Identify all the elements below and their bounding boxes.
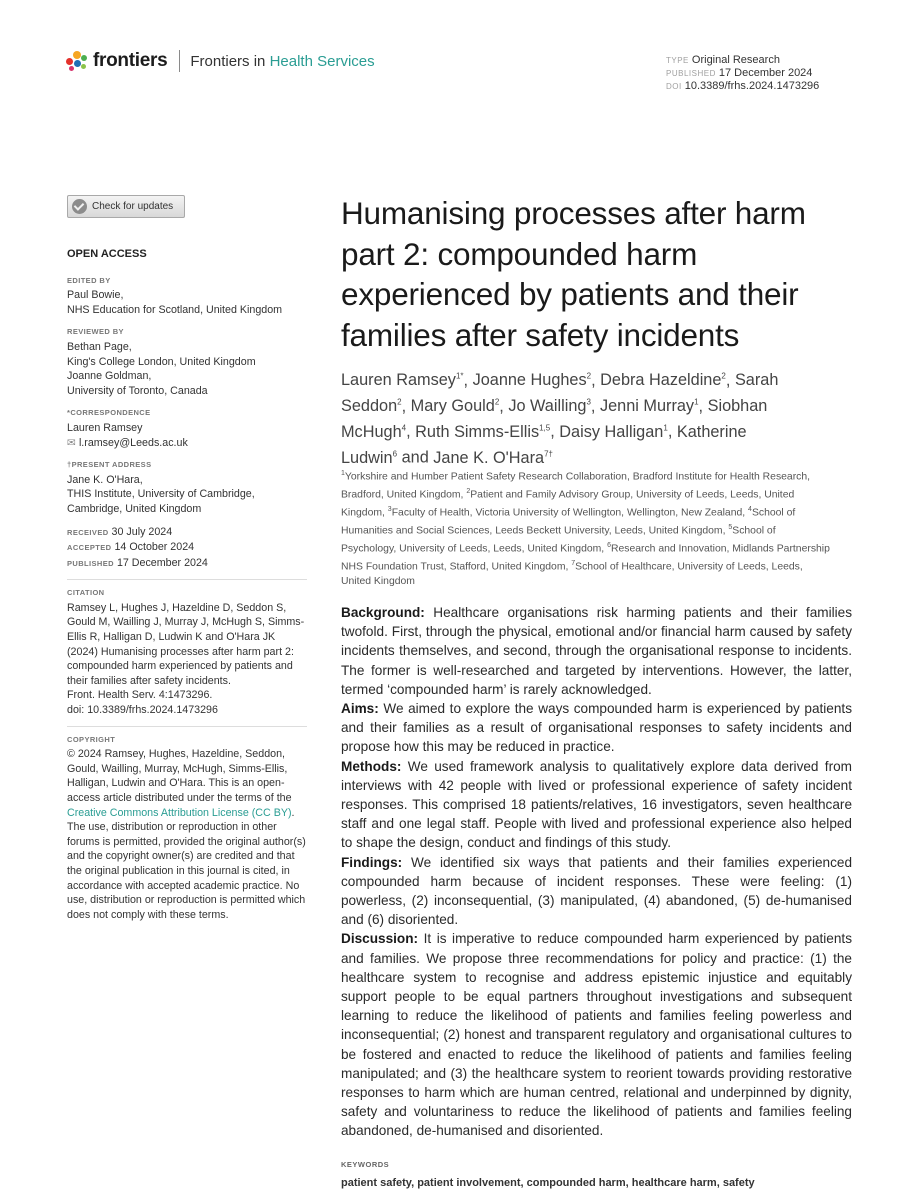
type-key: TYPE	[666, 56, 689, 65]
article-title: Humanising processes after harm part 2: compounded harm experienced by patients and their families after safety incidents	[341, 195, 806, 353]
author-affiliation-mark: 1,5	[539, 423, 551, 433]
author-affiliation-mark: 7†	[544, 449, 553, 459]
copyright-text-after: . The use, distribution or reproduction in other forums is permitted, provided the original author(s) and the copyright owner(s) are credited and that the original publication in this journal is cited, in accordance with accepted academic practice. No use, distribution or reproduction is permitted which does not comply with these terms.	[67, 806, 306, 921]
abstract-discussion	[341, 929, 852, 1140]
affiliation-text: School of Healthcare, University of Leeds, Leeds, United Kingdom	[341, 561, 803, 588]
author-affiliation-mark: 3	[586, 397, 591, 407]
author-name[interactable]: Jenni Murray$^1$	[599, 397, 699, 416]
address-line: THIS Institute, University of Cambridge,	[67, 488, 255, 501]
frontiers-logo[interactable]	[66, 50, 375, 72]
abstract-background	[341, 603, 852, 699]
abstract	[341, 603, 852, 1141]
accepted-date: 14 October 2024	[114, 541, 195, 554]
affiliation-number: 2	[466, 488, 471, 496]
published-key: PUBLISHED	[666, 69, 716, 78]
brand-name: frontiers	[93, 50, 168, 71]
sidebar	[67, 247, 307, 930]
keywords: patient safety, patient involvement, compounded harm, healthcare harm, safety	[341, 1177, 755, 1189]
author-name[interactable]: Daisy Halligan$^1$	[559, 422, 668, 441]
article-meta	[666, 54, 819, 93]
present-address-heading: †PRESENT ADDRESS	[67, 460, 152, 470]
correspondence-section	[67, 406, 307, 450]
edited-by-heading: EDITED BY	[67, 275, 111, 285]
copyright-text-before: © 2024 Ramsey, Hughes, Hazeldine, Seddon, Gould, Wailling, Murray, McHugh, Simms-Ellis, Halligan, Ludwin and O'Hara. This is an open-access article distributed under the terms of the	[67, 748, 292, 804]
methods-label: Methods:	[341, 758, 402, 774]
background-text: Healthcare organisations risk harming patients and their families twofold. First, through the physical, emotional and/or financial harm caused by safety incidents themselves, and second, through the organisational response to incidents. The former is well-researched and targeted by interventions. However, the latter, termed ‘compounded harm’ is rarely acknowledged.	[341, 605, 852, 697]
affiliation-text: Yorkshire and Humber Patient Safety Research Collaboration, Bradford Institute for Health Research, Bradford, United Kingdom,	[341, 471, 811, 501]
author-affiliation-mark: 1	[694, 397, 699, 407]
correspondence-email-row[interactable]	[67, 436, 307, 451]
findings-label: Findings:	[341, 854, 403, 870]
discussion-label: Discussion:	[341, 931, 419, 947]
author-name[interactable]: Jo Wailling$^3$	[508, 397, 591, 416]
aims-text: We aimed to explore the ways compounded harm is experienced by patients and their families as a result of organisational responses to safety incidents and propose how this may be reduced in practice.	[341, 701, 852, 755]
reviewer-line: Joanne Goldman,	[67, 370, 152, 383]
check-for-updates-label: Check for updates	[92, 201, 174, 212]
citation-journal: Front. Health Serv. 4:1473296.	[67, 689, 213, 702]
author-affiliation-mark: 2	[586, 372, 592, 381]
author-affiliation-mark: 2	[397, 397, 402, 407]
author-affiliation-mark: 1*	[455, 372, 464, 381]
author-name[interactable]: Siobhan McHugh$^4$	[341, 397, 768, 441]
received-date: 30 July 2024	[111, 525, 173, 538]
published-date: 17 December 2024	[116, 556, 208, 569]
citation-doi[interactable]: doi: 10.3389/frhs.2024.1473296	[67, 704, 218, 717]
copyright-text	[67, 747, 307, 922]
keywords-heading: KEYWORDS	[341, 1160, 390, 1169]
author-affiliation-mark: 1	[663, 423, 668, 433]
affiliation-text: School of Psychology, University of Leeds, Leeds, United Kingdom,	[341, 525, 776, 555]
dates-section	[67, 525, 307, 572]
copyright-section	[67, 733, 307, 923]
author-affiliation-mark: 4	[401, 423, 407, 433]
reviewer-line: Bethan Page,	[67, 340, 132, 353]
affiliation-text: Faculty of Health, Victoria University of Wellington, Wellington, New Zealand,	[391, 507, 749, 519]
author-name[interactable]: Mary Gould$^2$	[410, 397, 500, 416]
published-value: 17 December 2024	[718, 67, 813, 79]
affiliations	[341, 467, 831, 590]
author-name[interactable]: Katherine Ludwin$^6$	[341, 422, 747, 467]
divider	[67, 579, 307, 580]
affiliation-number: 5	[728, 524, 733, 532]
address-line: Cambridge, United Kingdom	[67, 502, 202, 515]
background-label: Background:	[341, 605, 425, 620]
methods-text: We used framework analysis to qualitatively explore data derived from interviews with 42 people with lived or professional experience of safety incident responses. This comprised 18 patients/relatives, 16 investigators, seven healthcare staff and one legal staff. People with lived and professional experience also helped to shape the design, conduct and findings of this study.	[341, 758, 852, 851]
editor-line: NHS Education for Scotland, United Kingdom	[67, 303, 283, 316]
check-icon	[72, 199, 87, 214]
header-divider	[179, 50, 180, 72]
reviewer-line: University of Toronto, Canada	[67, 384, 208, 397]
journal-name[interactable]	[190, 53, 374, 70]
author-name[interactable]: Jane K. O'Hara$^{7\dagger}$	[433, 448, 553, 467]
accepted-key: ACCEPTED	[67, 543, 112, 553]
correspondence-heading: *CORRESPONDENCE	[67, 408, 151, 418]
author-name[interactable]: Joanne Hughes$^2$	[472, 371, 592, 390]
affiliation-text: Patient and Family Advisory Group, University of Leeds, Leeds, United Kingdom,	[341, 489, 795, 519]
abstract-findings	[341, 853, 852, 930]
doi-key: DOI	[666, 82, 682, 91]
affiliation-text: School of Humanities and Social Sciences, Leeds Beckett University, Leeds, United Kingdom,	[341, 507, 796, 537]
reviewed-by-section	[67, 325, 307, 398]
mail-icon: ✉	[67, 436, 79, 449]
author-name[interactable]: Sarah Seddon$^2$	[341, 371, 779, 416]
frontiers-logo-icon	[66, 50, 88, 72]
affiliation-number: 7	[571, 560, 576, 568]
divider	[67, 726, 307, 727]
affiliation-text: Research and Innovation, Midlands Partnership NHS Foundation Trust, Stafford, United Kingdom,	[341, 543, 830, 573]
doi-value[interactable]: 10.3389/frhs.2024.1473296	[684, 80, 820, 92]
author-list: Lauren Ramsey$^{1*}$, Joanne Hughes$^2$, Debra Hazeldine$^2$, Sarah Seddon$^2$, Mary Gould$^2$, Jo Wailling$^3$, Jenni Murray$^1$, Siobhan McHugh$^4$, Ruth Simms-Ellis$^{1,5}$, Daisy Halligan$^1$, Katherine Ludwin$^6$ and Jane K. O'Hara$^{7\dagger}$	[341, 371, 779, 467]
cc-by-license-link[interactable]: Creative Commons Attribution License (CC BY)	[67, 806, 292, 819]
findings-text: We identified six ways that patients and their families experienced compounded harm because of incident responses. These were feeling: (1) powerless, (2) inconsequential, (3) manipulated, (4) abandoned, (5) de-humanised and (6) disoriented.	[341, 854, 853, 928]
author-affiliation-mark: 6	[392, 449, 398, 459]
journal-prefix: Frontiers in	[190, 52, 266, 70]
editor-line: Paul Bowie,	[67, 289, 124, 302]
type-value: Original Research	[691, 54, 780, 66]
author-name[interactable]: Ruth Simms-Ellis$^{1,5}$	[415, 422, 551, 441]
citation-section	[67, 586, 307, 717]
citation-heading: CITATION	[67, 588, 105, 598]
correspondence-name: Lauren Ramsey	[67, 421, 143, 434]
present-address-section	[67, 458, 307, 516]
affiliation-number: 4	[748, 506, 752, 514]
copyright-heading: COPYRIGHT	[67, 734, 116, 744]
affiliation-number: 6	[607, 542, 611, 550]
author-affiliation-mark: 2	[494, 397, 500, 407]
aims-label: Aims:	[341, 701, 379, 717]
author-name[interactable]: Debra Hazeldine$^2$	[600, 371, 726, 390]
affiliation-number: 1	[341, 470, 345, 477]
reviewer-line: King's College London, United Kingdom	[67, 355, 256, 368]
affiliation-number: 3	[387, 506, 392, 514]
received-key: RECEIVED	[67, 527, 109, 537]
correspondence-email[interactable]: l.ramsey@Leeds.ac.uk	[78, 436, 188, 449]
author-name[interactable]: Lauren Ramsey$^{1*}$	[341, 371, 464, 390]
edited-by-section	[67, 274, 307, 318]
author-affiliation-mark: 2	[721, 372, 726, 381]
open-access-label: OPEN ACCESS	[67, 248, 147, 260]
abstract-aims	[341, 699, 852, 757]
address-line: Jane K. O'Hara,	[67, 473, 143, 486]
published-key: PUBLISHED	[67, 558, 114, 568]
reviewed-by-heading: REVIEWED BY	[67, 327, 124, 337]
journal-highlight: Health Services	[269, 52, 375, 70]
discussion-text: It is imperative to reduce compounded harm experienced by patients and families. We propose three recommendations for policy and practice: (1) the healthcare system to recognise and address epistemic injustice and equitably support people to be equal partners throughout investigations and subsequent learning to reduce the likelihood of patients and families feeling powerless and inconsequential; (2) honest and transparent regulatory and organisational cultures to be fostered and enacted to reduce the likelihood of patients and families feeling manipulated; and (3) the healthcare system to reorient towards providing restorative responses to harm which are human centred, relational and underpinned by dignity, safety and voluntariness to reduce the likelihood of patients and families feeling abandoned, de-humanised and disoriented.	[341, 931, 853, 1139]
citation-text: Ramsey L, Hughes J, Hazeldine D, Seddon S, Gould M, Wailling J, Murray J, McHugh S, Simms-Ellis R, Halligan D, Ludwin K and O'Hara JK (2024) Humanising processes after harm part 2: compounded harm experienced by patients and their families after safety incidents.	[67, 601, 305, 687]
check-for-updates-button[interactable]	[67, 195, 185, 218]
abstract-methods	[341, 757, 852, 853]
